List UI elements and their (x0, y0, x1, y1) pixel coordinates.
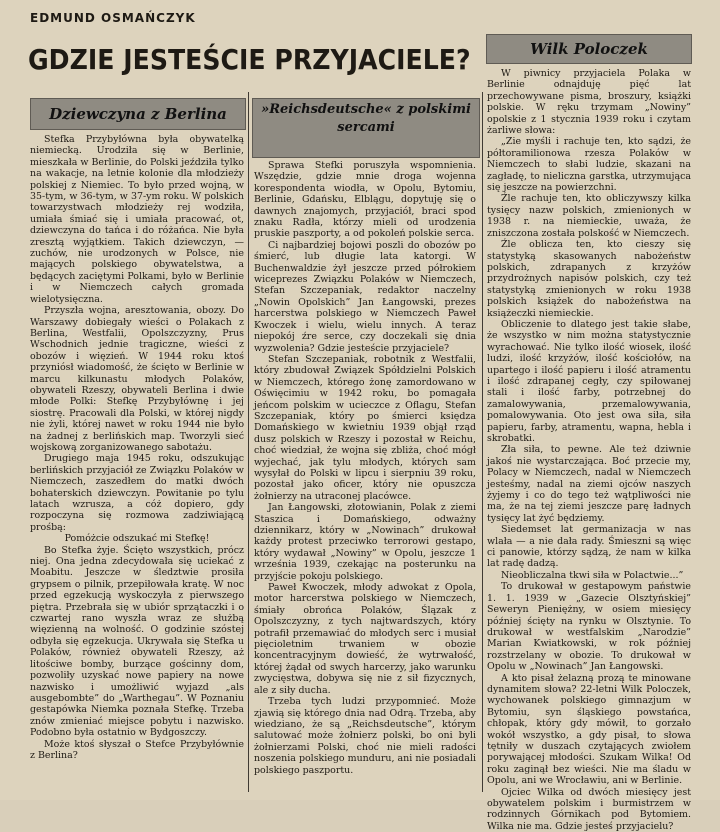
paragraph: Sprawa Stefki poruszyła wspomnienia. Wszędzie, gdzie mnie droga wojenna korespondenta wiodła, w Opolu, Bytomiu, Berlinie, Gdańsku, Elblągu, dopytuję się o dawnych znajomych, przyjaciół, braci spod znaku Radła, którzy mieli od urodzenia pruskie paszporty, a od pokoleń polskie serca. (254, 160, 476, 240)
paragraph: Źle rachuje ten, kto obliczywszy kilka tysięcy nazw polskich, zmienionych w 1938 r. na niemieckie, uważa, że zniszczona została polskość w Niemczech. (487, 193, 691, 239)
paragraph: „Zie myśli i rachuje ten, kto sądzi, że półtoramilionowa rzesza Polaków w Niemczech to słabi ludzie, skazani na zagładę, to nieliczna garstka, utrzymująca się jeszcze na powierzchni. (487, 136, 691, 194)
paragraph: Nieobliczalna tkwi siła w Polactwie...” (501, 569, 684, 581)
column-reichsdeutsche (254, 160, 476, 796)
article-headline: GDZIE JESTEŚCIE PRZYJACIELE? (28, 43, 471, 76)
paragraph-plea: Pomóżcie odszukać mi Stefkę! (64, 533, 210, 545)
paragraph: Siedemset lat germanizacja w nas wlała — a nie dała rady. Śmieszni są więc ci panowie, którzy sądzą, że nam w kilka lat radę dadzą. (487, 524, 691, 570)
paragraph: Drugiego maja 1945 roku, odszukując berlińskich przyjaciół ze Związku Polaków w Niemczech, zaszedłem do matki dwóch bohaterskich dziewczyn. Powitanie po tylu latach wzrusza, a cóż dopiero, gdy rozpoczyna się rozmowa zadziwiającą prośbą: (30, 453, 244, 533)
paragraph: Może ktoś słyszał o Stefce Przybyłównie z Berlina? (30, 738, 244, 761)
column-wilk-poloczek (487, 68, 691, 832)
paragraph: Ojciec Wilka od dwóch miesięcy jest obywatelem polskim i burmistrzem w rodzinnych Górnikach pod Bytomiem. Wilka nie ma. Gdzie jesteś przyjacielu? (487, 786, 691, 832)
paragraph: Źle oblicza ten, kto cieszy się statystyką skasowanych nabożeństw polskich, zdrapanych z krzyżów przydrożnych napisów polskich, czy też statystyką zmienionych w roku 1938 polskich książek do nabożeństwa na książeczki niemieckie. (487, 239, 691, 319)
article-author: EDMUND OSMAŃCZYK (30, 11, 196, 25)
column-dziewczyna (30, 134, 244, 796)
paragraph: Obliczenie to dlatego jest takie słabe, że wszystko w nim można statystycznie wyrachować. Nie tylko ilość wiosek, ilość ludzi, ilość krzyżów, ilość kościołów, na upartego i ilość papieru i ilość atramentu i ilość zdrapanej cegły, czy spiłowanej stali i ilość farby, potrzebnej do zamalowywania, przemalowywania, pomalowywania. Oto jest owa siła, siła papieru, farby, atramentu, wapna, hebla i skrobatki. (487, 318, 691, 444)
paragraph: Stefka Przybyłówna była obywatelką niemiecką. Urodziła się w Berlinie, mieszkała w Berlinie, do Polski jeździła tylko na wakacje, na letnie kolonie dla młodzieży polskiej z Niemiec. To było przed wojną, w 35-tym, w 36-tym, w 37-ym roku. W polskich towarzystwach młodzieży rej wodziła, umiała śmiać się i umiała pracować, ot, dziewczyna do tańca i do różańca. Nie była zresztą wyjątkiem. Takich dziewczyn, — zuchów, nie urodzonych w Polsce, nie mających polskiego obywatelstwa, a będących zaciętymi Polkami, było w Berlinie i w Niemczech całych gromada wielotysięczna. (30, 134, 244, 305)
section-title-reichsdeutsche: »Reichsdeutsche« z polskimi sercami (252, 98, 480, 158)
paragraph: Przyszła wojna, aresztowania, obozy. Do Warszawy dobiegały wieści o Polakach z Berlina, Westfalii, Opolszczyzny, Prus Wschodnich jednie tragiczne, wieści z obozów i więzień. W 1944 roku ktoś przyniósł wiadomość, że ścięto w Berlinie w marcu kilkunastu młodych Polaków, obywateli Rzeszy, obywateli Berlina i dwie młode Polki: Stefkę Przybyłównę i jej siostrę. Pracowali dla Polski, w której nigdy nie żyli, której nawet w roku 1944 nie było na żadnej z berlińskich map. Tworzyli sieć wojskową zorganizowanego sabotażu. (30, 305, 244, 453)
column-rule-right (482, 92, 483, 792)
paragraph: W piwnicy przyjaciela Polaka w Berlinie odnajduję pięć lat przechowywane pisma, broszury, książki polskie. W ręku trzymam „Nowiny” opolskie z 1 stycznia 1939 roku i czytam żarliwe słowa: (487, 68, 691, 137)
paragraph: A kto pisał żelazną prozą te minowane dynamitem słowa? 22-letni Wilk Poloczek, wychowanek polskiego gimnazjum w Bytomiu, syn śląskiego powstańca, chłopak, który gdy mówił, to gorzało wokół wszystko, a gdy pisał, to słowa tętniły w duszach czytających zwiołem porywającej młodości. Szukam Wilka! Od roku zaginął bez wieści. Nie ma śladu w Opolu, ani we Wrocławiu, ani w Berlinie. (487, 672, 691, 787)
section-title-dziewczyna: Dziewczyna z Berlina (30, 98, 246, 130)
paragraph: Trzeba tych ludzi przypomnieć. Może zjawią się którego dnia nad Odrą. Trzeba, aby wiedziano, że są „Reichsdeutsche”, którym salutować może żołnierz polski, bo oni byli żołnierzami Polski, choć nie mieli radości noszenia polskiego munduru, ani nie posiadali polskiego paszportu. (254, 696, 476, 776)
paragraph: Zła siła, to pewne. Ale też dziwnie jakoś nie wystarczająca. Boć przecie my, Polacy w Niemczech, nadal w Niemczech jesteśmy, nadal na ziemi ojców naszych żyjemy i co do tego też wątpliwości nie ma, że na tej ziemi jeszcze parę ładnych tysięcy lat żyć będziemy. (487, 444, 691, 524)
column-rule-left (248, 92, 249, 792)
paragraph: Ci najbardziej bojowi poszli do obozów po śmierć, lub długie lata katorgi. W Buchenwaldzie żył jeszcze przed półrokiem wiceprezes Związku Polaków w Niemczech, Stefan Szczepaniak, redaktor naczelny „Nowin Opolskich” Jan Łangowski, prezes harcerstwa polskiego w Niemczech Paweł Kwoczek i wielu, wielu innych. A teraz niepokój źre serce, czy doczekali się dnia wyzwolenia? Gdzie jesteście przyjaciele? (254, 239, 476, 354)
paragraph: Bo Stefka żyje. Ścięto wszystkich, prócz niej. Ona jedna zdecydowała się uciekać z Moabitu. Jeszcze w śledztwie prosiła grypsem o pilnik, przepiłowała kratę. W noc przed egzekucją wyskoczyła z pierwszego piętra. Przebrała się w ubiór sprzątaczki i o czwartej rano wyszła wraz ze służbą więzienną na wolność. O godzinie szóstej odbyła się egzekucja. Ukrywała się Stefka u Polaków, również obywateli Rzeszy, aż litościwe bomby, burzące gościnny dom, pozwoliły uzyskać nowe papiery na nowe nazwisko i umożliwić wyjazd „als ausgebombte” do „Warthegau”. W Poznaniu gestapówka Niemka poznała Stefkę. Trzeba znów zmieniać miejsce pobytu i nazwisko. Podobno była ostatnio w Bydgoszczy. (30, 544, 244, 739)
paragraph: Jan Łangowski, złotowianin, Polak z ziemi Staszica i Domańskiego, odważny dziennikarz, który w „Nowinach” drukował każdy protest przeciwko terrorowi gestapo, który wydawał „Nowiny” w Opolu, jeszcze 1 września 1939, czekając na posterunku na przyjście pokoju polskiego. (254, 502, 476, 582)
paragraph: To drukował w gestapowym państwie 1. 1. 1939 w „Gazecie Olsztyńskiej” Seweryn Pieniężny, w osiem miesięcy później ścięty na rynku w Olsztynie. To drukował w westfalskim „Narodzie” Marian Kwiatkowski, w rok później rozstrzelany w obozie. To drukował w Opolu w „Nowinach” Jan Łangowski. (487, 581, 691, 673)
paragraph: Paweł Kwoczek, młody adwokat z Opola, motor harcerstwa polskiego w Niemczech, śmiały obrońca Polaków, Ślązak z Opolszczyzny, z tych najtwardszych, który potrafił przemawiać do młodych serc i musiał pięcioletnim trwaniem w obozie koncentracyjnym dowieść, że wytrwałość, której żądał od swych harcerzy, jako warunku zwycięstwa, dobywa się nie z sił fizycznych, ale z siły ducha. (254, 582, 476, 696)
paragraph: Stefan Szczepaniak, robotnik z Westfalii, który zbudował Związek Spółdzielni Polskich w Niemczech, którego żonę zamordowano w Oświęcimiu w 1942 roku, bo pomagała jeńcom polskim w ucieczce z Oflagu, Stefan Szczepaniak, który po śmierci księdza Domańskiego w kwietniu 1939 objął rząd dusz polskich w Rzeszy i pozostał w Reichu, choć wiedział, że wojna się zbliża, choć mógł wyjechać, jak tylu młodych, których sam wysyłał do Polski w lipcu i sierpniu 39 roku, pozostał jako oficer, który nie opuszcza żołnierzy na utraconej placówce. (254, 353, 476, 502)
section-title-wilk-poloczek: Wilk Poloczek (486, 34, 692, 64)
